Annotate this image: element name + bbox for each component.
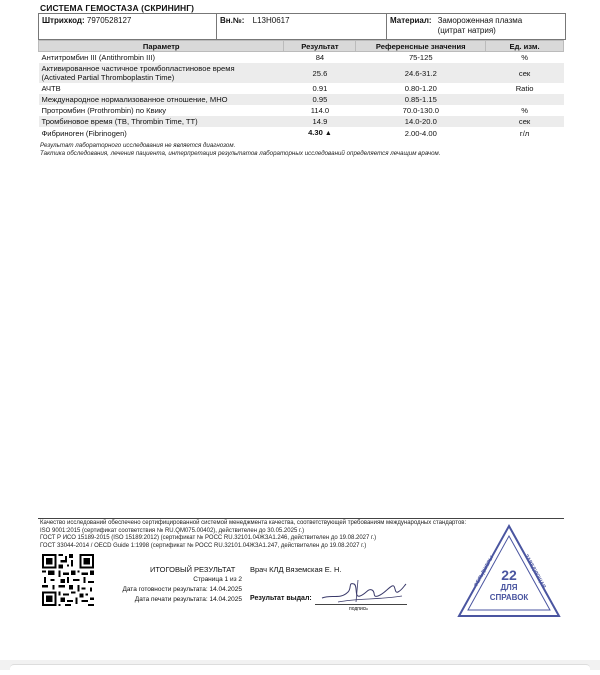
param-cell: Фибриноген (Fibrinogen) (41, 128, 127, 138)
unit-cell: % (521, 106, 528, 115)
cert-line-2: ISO 9001:2015 (сертификат соответствия № RU.QM075.00402), действителен до 30.05.2025 г.) (40, 527, 305, 534)
barcode-value: 7970528127 (86, 16, 132, 25)
material-line-2: (цитрат натрия) (437, 26, 496, 35)
stamp-text-2: СПРАВОК (489, 593, 529, 602)
table-header-row (39, 41, 564, 52)
reference-cell: 0.85-1.15 (356, 94, 486, 105)
param-cell: Протромбин (Prothrombin) по Квику (41, 106, 167, 115)
lab-stamp-image (455, 522, 563, 622)
table-row (39, 94, 564, 105)
certification-text (40, 520, 466, 550)
result-cell: 84 (315, 53, 325, 62)
param-cell: Антитромбин III (Antithrombin III) (41, 53, 155, 62)
disclaimer-note-2: Тактика обследования, лечения пациента, интерпретация результатов лабораторных исследований определяется лечащим врачом. (40, 150, 441, 157)
report-title: СИСТЕМА ГЕМОСТАЗА (СКРИНИНГ) (40, 3, 195, 13)
param-cell (39, 63, 284, 83)
header-result: Результат (284, 41, 356, 52)
result-cell: 14.9 (284, 116, 356, 127)
result-cell: 114.0 (310, 106, 330, 115)
reference-cell: 0.80-1.20 (404, 84, 437, 93)
cert-line-3: ГОСТ Р ИСО 15189-2015 (ISO 15189:2012) (сертификат № РОСС RU.32101.04ЖЗА1.246, действителен до 19.08.2027 г.) (40, 535, 377, 542)
material-label: Материал: (390, 16, 432, 25)
header-param: Параметр (39, 41, 284, 52)
footer-divider (38, 518, 564, 519)
barcode-label: Штрихкод: (42, 16, 85, 25)
param-cell: Тромбиновое время (ТВ, Thrombin Time, TT) (39, 116, 284, 127)
unit-cell: сек (486, 63, 564, 83)
param-cell: АЧТВ (41, 84, 61, 93)
param-line-2: (Activated Partial Thromboplastin Time) (41, 73, 175, 82)
table-row (39, 63, 564, 83)
ready-date: Дата готовности результата: 14.04.2025 (122, 586, 242, 593)
param-cell: Международное нормализованное отношение, МНО (39, 94, 284, 105)
stamp-edge-right: ЗАВЕДУЮЩАЯ (523, 553, 547, 590)
signature-line (315, 604, 407, 605)
table-row (39, 52, 564, 64)
up-arrow-icon: ▲ (324, 130, 332, 137)
material-value (438, 16, 523, 37)
barcode-cell (39, 14, 217, 39)
final-result-label: ИТОГОВЫЙ РЕЗУЛЬТАТ (150, 565, 236, 574)
table-row (39, 105, 564, 116)
result-cell (284, 127, 356, 139)
unit-cell (486, 94, 564, 105)
sample-header (38, 13, 566, 40)
signature-caption: подпись (349, 606, 368, 612)
page-number: Страница 1 из 2 (193, 576, 242, 583)
result-cell: 25.6 (284, 63, 356, 83)
stamp-number: 22 (501, 567, 517, 583)
stamp-edge-left: ФЕЛЬДШЕРЫ (473, 554, 496, 589)
cert-line-1: Качество исследований обеспечено сертифицированной системой менеджмента качества, соответствующей требованиям международных стандартов: (40, 520, 467, 526)
material-cell (387, 14, 565, 39)
result-cell: 0.95 (284, 94, 356, 105)
internal-number-cell (217, 14, 387, 39)
print-date: Дата печати результата: 14.04.2025 (134, 596, 242, 603)
results-table (38, 40, 564, 139)
reference-cell: 75-125 (408, 53, 433, 62)
disclaimer-note-1: Результат лабораторного исследования не является диагнозом. (40, 142, 236, 149)
material-line-1: Замороженная плазма (437, 16, 523, 25)
vn-label: Вн.№: (220, 16, 245, 25)
doctor-name: Врач КЛД Вяземская Е. Н. (250, 565, 342, 574)
issued-by-label: Результат выдал: (250, 595, 312, 602)
table-row (39, 83, 564, 94)
qr-code-icon (42, 554, 94, 606)
reference-cell: 70.0-130.0 (402, 106, 439, 115)
reference-cell: 14.0-20.0 (356, 116, 486, 127)
unit-cell: сек (486, 116, 564, 127)
header-unit: Ед. изм. (486, 41, 564, 52)
param-line-1: Активированное частичное тромбопластиновое время (41, 64, 235, 73)
header-reference: Референсные значения (356, 41, 486, 52)
result-value: 4.30 (308, 128, 323, 137)
result-cell: 0.91 (312, 84, 328, 93)
table-row (39, 127, 564, 139)
stamp-text-1: ДЛЯ (500, 583, 518, 592)
table-row (39, 116, 564, 127)
unit-cell: г/л (519, 128, 530, 138)
reference-cell: 24.6-31.2 (356, 63, 486, 83)
cert-line-4: ГОСТ 33044-2014 / OECD Guide 1:1998 (сертификат № РОСС RU.32101.04ЖЗА1.247, действителен до 19.08.2027 г.) (40, 542, 367, 549)
reference-cell: 2.00-4.00 (404, 128, 437, 138)
report-meta (100, 575, 242, 605)
vn-value: L13H0617 (252, 16, 290, 25)
unit-cell: Ratio (515, 84, 534, 93)
unit-cell: % (521, 53, 528, 62)
signature-image (318, 576, 408, 606)
